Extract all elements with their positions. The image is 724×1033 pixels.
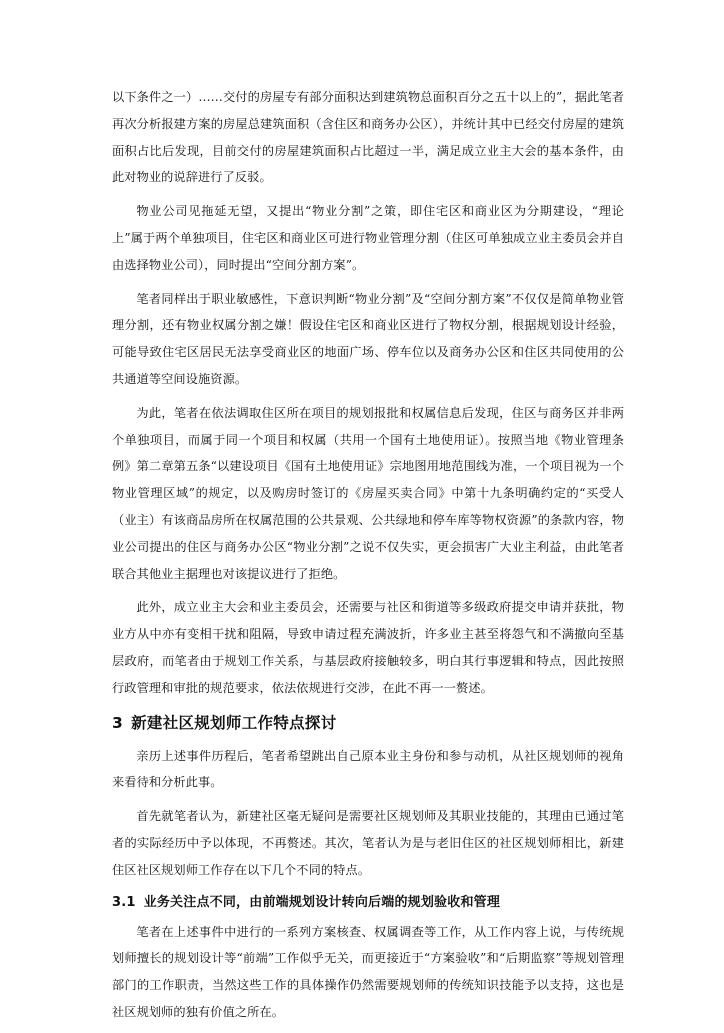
section-number: 3: [112, 713, 124, 732]
document-page: [112, 84, 624, 1033]
subsection-number: 3.1: [112, 894, 136, 910]
paragraph-continuation: 以下条件之一）……交付的房屋专有部分面积达到建筑物总面积百分之五十以上的”，据此笔者再次分析报建方案的房屋总建筑面积（含住区和商务办公区），并统计其中已经交付房屋的建筑面积占比后发现，目前交付的房屋建筑面积占比超过一半，满足成立业主大会的基本条件，由此对物业的说辞进行了反驳。: [112, 90, 624, 185]
paragraph-section3-features: 首先就笔者认为，新建社区毫无疑问是需要社区规划师及其职业技能的，其理由已通过笔者的实际经历中予以体现，不再赘述。其次，笔者认为是与老旧住区的社区规划师相比，新建住区社区规划师工作存在以下几个不同的特点。: [112, 809, 624, 877]
subsection-title: 业务关注点不同，由前端规划设计转向后端的规划验收和管理: [143, 894, 501, 910]
section-title: 新建社区规划师工作特点探讨: [131, 713, 337, 732]
paragraph-section3-intro: 亲历上述事件历程后，笔者希望跳出自己原本业主身份和参与动机，从社区规划师的视角来看待和分析此事。: [112, 748, 624, 790]
section-heading-3: [112, 709, 624, 737]
paragraph-subsection31: 笔者在上述事件中进行的一系列方案核查、权属调查等工作，从工作内容上说，与传统规划师擅长的规划设计等“前端”工作似乎无关，而更接近于“方案验收”和“后期监察”等规划管理部门的工作职责，当然这些工作的具体操作仍然需要规划师的传统知识技能予以支持，这也是社区规划师的独有价值之所在。: [112, 924, 624, 1019]
paragraph-government-approval: 此外，成立业主大会和业主委员会，还需要与社区和街道等多级政府提交申请并获批，物业方从中亦有变相干扰和阻隔，导致申请过程充满波折，许多业主甚至将怨气和不满撤向至基层政府，而笔者由于规划工作关系，与基层政府接触较多，明白其行事逻辑和特点，因此按照行政管理和审批的规范要求，依法依规进行交涉，在此不再一一赘述。: [112, 600, 624, 695]
paragraph-legal-basis: 为此，笔者在依法调取住区所在项目的规划报批和权属信息后发现，住区与商务区并非两个单独项目，而属于同一个项目和权属（共用一个国有土地使用证）。按照当地《物业管理条例》第二章第五条“以建设项目《国有土地使用证》宗地图用地范围线为准，一个项目视为一个物业管理区域”的规定，以及购房时签订的《房屋买卖合同》中第十九条明确约定的“买受人（业主）有该商品房所在权属范围的公共景观、公共绿地和停车库等物权资源”的条款内容，物业公司提出的住区与商务办公区“物业分割”之说不仅失实，更会损害广大业主利益，由此笔者联合其他业主据理也对该提议进行了拒绝。: [112, 405, 624, 581]
paragraph-property-split: 物业公司见拖延无望，又提出“物业分割”之策，即住宅区和商业区为分期建设，“理论上”属于两个单独项目，住宅区和商业区可进行物业管理分割（住区可单独成立业主委员会并自由选择物业公司），同时提出“空间分割方案”。: [112, 204, 624, 272]
subsection-heading-3-1: [112, 891, 624, 915]
paragraph-ownership-analysis: 笔者同样出于职业敏感性，下意识判断“物业分割”及“空间分割方案”不仅仅是简单物业管理分割，还有物业权属分割之嫌！假设住宅区和商业区进行了物权分割，根据规划设计经验，可能导致住宅区居民无法享受商业区的地面广场、停车位以及商务办公区和住区共同使用的公共通道等空间设施资源。: [112, 291, 624, 386]
